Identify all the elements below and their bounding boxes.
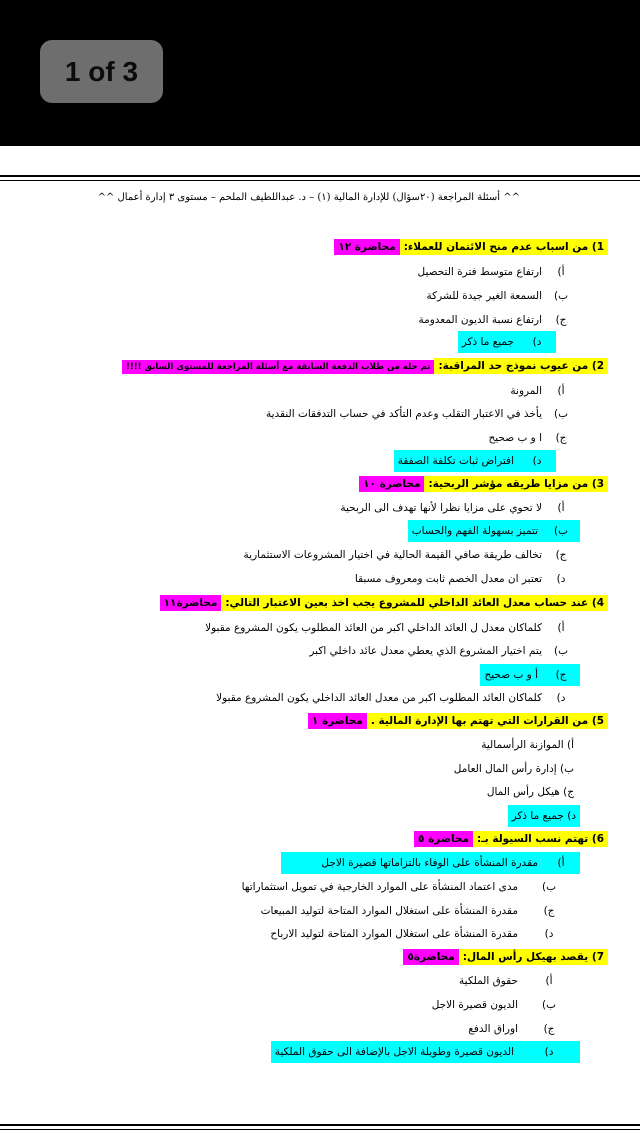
header-rule — [0, 175, 640, 177]
q3-option-d: د)تعتبر ان معدل الخصم ثابت ومعروف مسبقا — [354, 573, 566, 585]
footer-rule-thin — [0, 1129, 640, 1130]
page-indicator: 1 of 3 — [40, 40, 163, 103]
question-6-tag: محاضرة ٥ — [414, 831, 473, 847]
footer-rule — [0, 1124, 640, 1126]
q1-option-c: ج)ارتفاع نسبة الديون المعدومة — [418, 314, 567, 326]
q4-option-d: د)كلماكان العائد المطلوب اكبر من معدل العائد الداخلي يكون المشروع مقبولا — [216, 692, 566, 704]
question-4 — [160, 592, 608, 614]
q3-option-a: أ)لا تحوي على مزايا نظرا لأنها تهدف الى الربحية — [340, 502, 565, 514]
q5-option-d: د) جميع ما ذكر — [508, 805, 580, 827]
q4-option-a: أ)كلماكان معدل ل العائد الداخلي اكبر من العائد المطلوب يكون المشروع مقبولا — [205, 622, 565, 634]
question-6-text: 6) تهتم نسب السيولة بـ: — [473, 831, 608, 847]
question-2 — [122, 355, 608, 377]
q6-option-a: أ)مقدرة المنشأة على الوفاء بالتزاماتها قصيرة الاجل — [281, 852, 580, 874]
question-3-text: 3) من مزايا طريقه مؤشر الربحية: — [424, 476, 608, 492]
viewer-top-bar — [0, 0, 640, 146]
question-7-tag: محاضرة٥ — [403, 949, 458, 965]
question-6 — [414, 828, 608, 850]
question-1 — [334, 236, 608, 258]
question-2-text: 2) من عيوب نموذج حد المراقبة: — [434, 358, 608, 374]
question-1-text: 1) من اسباب عدم منح الائتمان للعملاء: — [400, 239, 608, 255]
question-7-text: 7) يقصد بهيكل رأس المال: — [459, 949, 608, 965]
q5-option-b: ب) إدارة رأس المال العامل — [453, 763, 574, 775]
q5-option-c: ج) هيكل رأس المال — [486, 786, 574, 798]
q2-option-d: د)افتراض ثبات تكلفة الصفقة — [394, 450, 556, 472]
q7-option-b: ب)الديون قصيرة الاجل — [431, 999, 556, 1011]
question-3 — [359, 473, 608, 495]
document-title: ^^ أسئلة المراجعة (٢٠سؤال) للإدارة المالية (١) – د. عبداللطيف الملحم – مستوى ٣ إدارة أعمال ^^ — [97, 192, 520, 203]
question-7 — [403, 946, 608, 968]
q6-option-b: ب)مدى اعتماد المنشأة على الموارد الخارجية في تمويل استثماراتها — [241, 881, 556, 893]
q6-option-d: د)مقدرة المنشأة على استغلال الموارد المتاحة لتوليد الارباح — [270, 928, 554, 940]
question-3-tag: محاضرة ١٠ — [359, 476, 424, 492]
q5-option-a: أ) الموازنة الرأسمالية — [481, 739, 574, 751]
q4-option-b: ب)يتم اختيار المشروع الذي يعطي معدل عائد داخلي اكبر — [309, 645, 568, 657]
q1-option-a: أ)ارتفاع متوسط فترة التحصيل — [417, 266, 565, 278]
q2-option-b: ب)يأخذ في الاعتبار التقلب وعدم التأكد في حساب التدفقات النقدية — [265, 408, 568, 420]
q1-option-d: د)جميع ما ذكر — [458, 331, 556, 353]
question-2-tag: تم حله من طلاب الدفعة السابقة مع أسئلة المراجعة للمستوى السابق !!!! — [122, 360, 434, 374]
q7-option-d: د)الديون قصيرة وطويلة الاجل بالإضافة الى حقوق الملكية — [271, 1041, 580, 1063]
question-5 — [308, 710, 608, 732]
q4-option-c: ج)أ و ب صحيح — [480, 664, 580, 686]
q1-option-b: ب)السمعة الغير جيدة للشركة — [426, 290, 568, 302]
q2-option-c: ج)ا و ب صحيح — [488, 432, 567, 444]
question-5-tag: محاضرة ١ — [308, 713, 367, 729]
q2-option-a: أ)المرونة — [510, 385, 565, 397]
header-rule-thin — [0, 180, 640, 181]
question-1-tag: محاضرة ١٢ — [334, 239, 399, 255]
q6-option-c: ج)مقدرة المنشأة على استغلال الموارد المتاحة لتوليد المبيعات — [260, 905, 555, 917]
q7-option-c: ج)اوراق الدفع — [468, 1023, 555, 1035]
q3-option-b: ب)تتميز بسهولة الفهم والحساب — [408, 520, 580, 542]
q3-option-c: ج)تخالف طريقة صافي القيمة الحالية في اختيار المشروعات الاستثمارية — [243, 549, 567, 561]
q7-option-a: أ)حقوق الملكية — [459, 975, 553, 987]
question-4-tag: محاضرة١١ — [160, 595, 222, 611]
question-5-text: 5) من القرارات التي تهتم بها الإدارة المالية . — [367, 713, 608, 729]
question-4-text: 4) عند حساب معدل العائد الداخلي للمشروع يجب اخذ بعين الاعتبار التالي: — [221, 595, 608, 611]
